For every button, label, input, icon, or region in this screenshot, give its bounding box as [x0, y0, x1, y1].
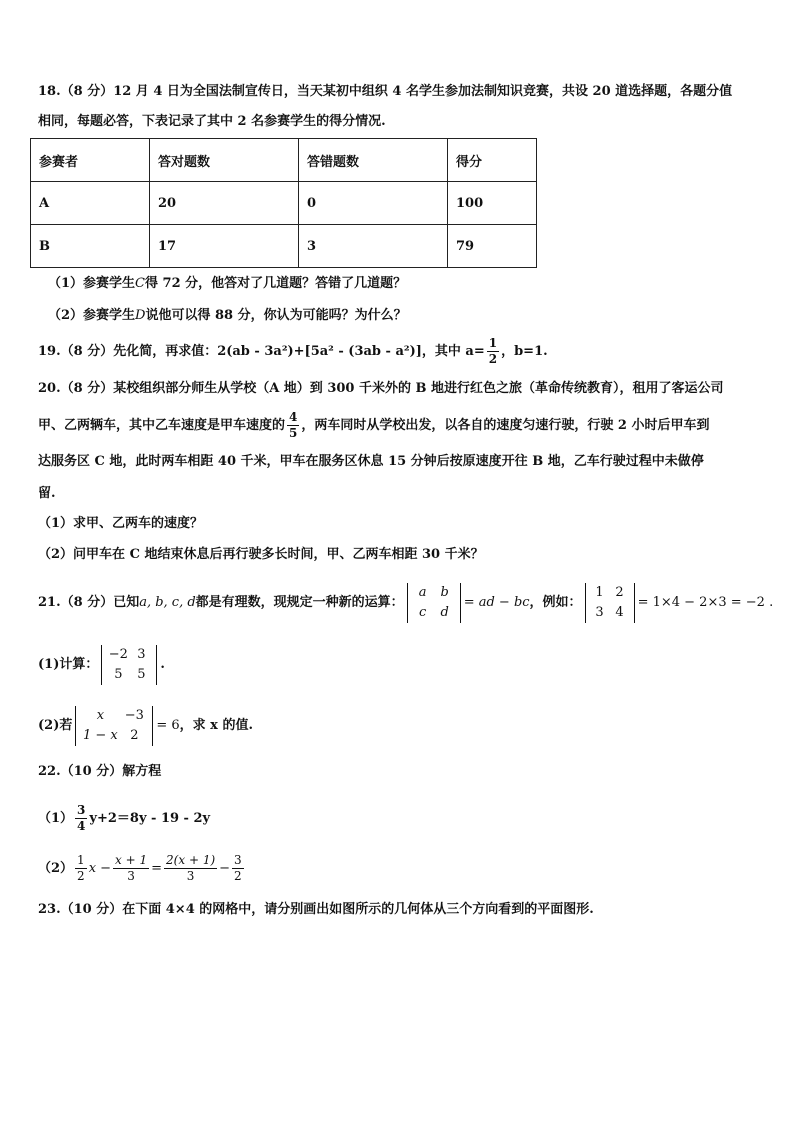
q21-line	[38, 580, 773, 626]
q21-def-result: = ad − bc	[463, 595, 530, 610]
q21-text: .	[160, 657, 165, 672]
q19-line	[38, 336, 548, 368]
frac-num: 1	[77, 853, 85, 867]
example-determinant	[585, 583, 635, 623]
q20-fraction	[287, 410, 299, 441]
frac-den: 3	[186, 869, 195, 883]
q18-sub1-var: C	[135, 276, 145, 291]
q22-sub2-fraction	[75, 853, 87, 884]
det-cell: −3	[124, 707, 144, 723]
table-header-cell: 得分	[448, 139, 537, 182]
frac-den: 2	[488, 352, 498, 366]
det-cell: x	[96, 707, 105, 723]
frac-den: 3	[127, 869, 135, 883]
frac-num: 3	[77, 803, 86, 817]
det-cell: 1 − x	[82, 727, 118, 743]
q18-sub2-text: （2）参赛学生	[48, 308, 136, 323]
q18-sub2-var: D	[135, 308, 146, 323]
table-header-cell: 参赛者	[31, 139, 150, 182]
q20-line4: 留.	[38, 486, 56, 501]
table-cell: 100	[448, 182, 537, 225]
q18-sub1-text: 得 72 分，他答对了几道题？答错了几道题？	[145, 276, 407, 291]
det-cell: a	[418, 584, 427, 600]
q18-line2: 相同，每题必答，下表记录了其中 2 名参赛学生的得分情况.	[38, 114, 386, 129]
q22-sub1-fraction	[75, 803, 87, 834]
q18-sub1-text: （1）参赛学生	[48, 276, 136, 291]
q22-sub1-label: （1）	[38, 811, 74, 826]
q20-text: 甲、乙两辆车，其中乙车速度是甲车速度的	[38, 418, 286, 433]
det-cell: 3	[595, 604, 604, 620]
det-cell: 2	[130, 727, 139, 743]
table-header-row	[31, 139, 537, 182]
score-table	[30, 138, 537, 268]
table-cell: 20	[150, 182, 299, 225]
q21-ex-result: = 1×4 − 2×3 = −2 .	[637, 595, 774, 610]
frac-num: 3	[234, 853, 242, 867]
table-row	[31, 182, 537, 225]
q22-sub2-fraction	[232, 853, 244, 884]
q22-sub1	[38, 802, 210, 836]
frac-den: 2	[77, 869, 85, 883]
q21-sub1-label: (1)计算：	[38, 657, 99, 672]
q22-sub2-text: =	[151, 861, 163, 876]
q20-text: ，两车同时从学校出发，以各自的速度匀速行驶，行驶 2 小时后甲车到	[301, 418, 710, 433]
det-cell: 2	[615, 584, 624, 600]
det-cell: 1	[595, 584, 604, 600]
sub2-determinant	[75, 706, 153, 746]
q19-text: ，b=1.	[501, 344, 548, 359]
q21-sub2-result: = 6	[156, 718, 180, 733]
q20-line2	[38, 410, 709, 442]
det-cell: c	[419, 604, 427, 620]
q22-sub2-fraction	[164, 853, 217, 884]
q20-line3: 达服务区 C 地，此时两车相距 40 千米，甲车在服务区休息 15 分钟后按原速度开往 B 地，乙车行驶过程中未做停	[38, 454, 704, 469]
q22-sub2-fraction	[113, 853, 149, 884]
table-cell: 17	[150, 225, 299, 268]
det-cell: d	[440, 604, 449, 620]
q20-line1: 20.（8 分）某校组织部分师生从学校（A 地）到 300 千米外的 B 地进行红色之旅（革命传统教育），租用了客运公司	[38, 381, 724, 396]
q21-text: 21.（8 分）已知	[38, 595, 140, 610]
frac-num: 2(x + 1)	[166, 853, 216, 867]
det-cell: 5	[137, 666, 146, 682]
table-cell: B	[31, 225, 150, 268]
frac-num: 4	[289, 410, 298, 424]
q18-sub2-text: 说他可以得 88 分，你认为可能吗？为什么？	[145, 308, 407, 323]
q19-fraction	[487, 336, 499, 367]
q18-sub2	[48, 306, 407, 326]
q20-sub1: （1）求甲、乙两车的速度？	[38, 516, 204, 531]
table-cell: A	[31, 182, 150, 225]
frac-den: 2	[234, 869, 242, 883]
q21-vars: a, b, c, d	[139, 595, 196, 610]
frac-num: x + 1	[115, 853, 148, 867]
det-cell: 4	[615, 604, 624, 620]
det-cell: −2	[108, 646, 128, 662]
q21-sub2-label: (2)若	[38, 718, 73, 733]
frac-den: 4	[77, 819, 86, 833]
frac-num: 1	[488, 336, 498, 350]
q18-sub1	[48, 274, 406, 294]
det-cell: 3	[137, 646, 146, 662]
table-cell: 79	[448, 225, 537, 268]
q21-sub2	[38, 703, 253, 749]
table-header-cell: 答错题数	[299, 139, 448, 182]
q23-text: 23.（10 分）在下面 4×4 的网格中，请分别画出如图所示的几何体从三个方向看到的平面图形.	[38, 902, 594, 917]
det-cell: 5	[114, 666, 123, 682]
table-cell: 3	[299, 225, 448, 268]
sub1-determinant	[101, 645, 157, 685]
q22-title: 22.（10 分）解方程	[38, 764, 162, 779]
q21-text: 都是有理数，现规定一种新的运算：	[195, 595, 404, 610]
frac-den: 5	[289, 426, 298, 440]
q21-text: ，例如：	[529, 595, 582, 610]
q20-sub2: （2）问甲车在 C 地结束休息后再行驶多长时间，甲、乙两车相距 30 千米？	[38, 547, 484, 562]
q18-line1: 18.（8 分）12 月 4 日为全国法制宣传日，当天某初中组织 4 名学生参加法制知识竞赛，共设 20 道选择题，各题分值	[38, 84, 733, 99]
det-cell: b	[440, 584, 449, 600]
q22-sub2-text: x −	[88, 861, 112, 876]
q21-text: ，求 x 的值.	[179, 718, 253, 733]
table-header-cell: 答对题数	[150, 139, 299, 182]
q22-sub2-label: （2）	[38, 861, 74, 876]
table-row	[31, 225, 537, 268]
q19-text: 19.（8 分）先化简，再求值：2(ab - 3a²)+[5a² - (3ab - a²)]，其中 a=	[38, 344, 485, 359]
q22-sub2-text: −	[219, 861, 231, 876]
q22-sub1-equation: y+2＝8y - 19 - 2y	[89, 811, 211, 826]
q22-sub2	[38, 852, 246, 886]
table-cell: 0	[299, 182, 448, 225]
q21-sub1	[38, 642, 165, 688]
definition-determinant	[407, 583, 461, 623]
